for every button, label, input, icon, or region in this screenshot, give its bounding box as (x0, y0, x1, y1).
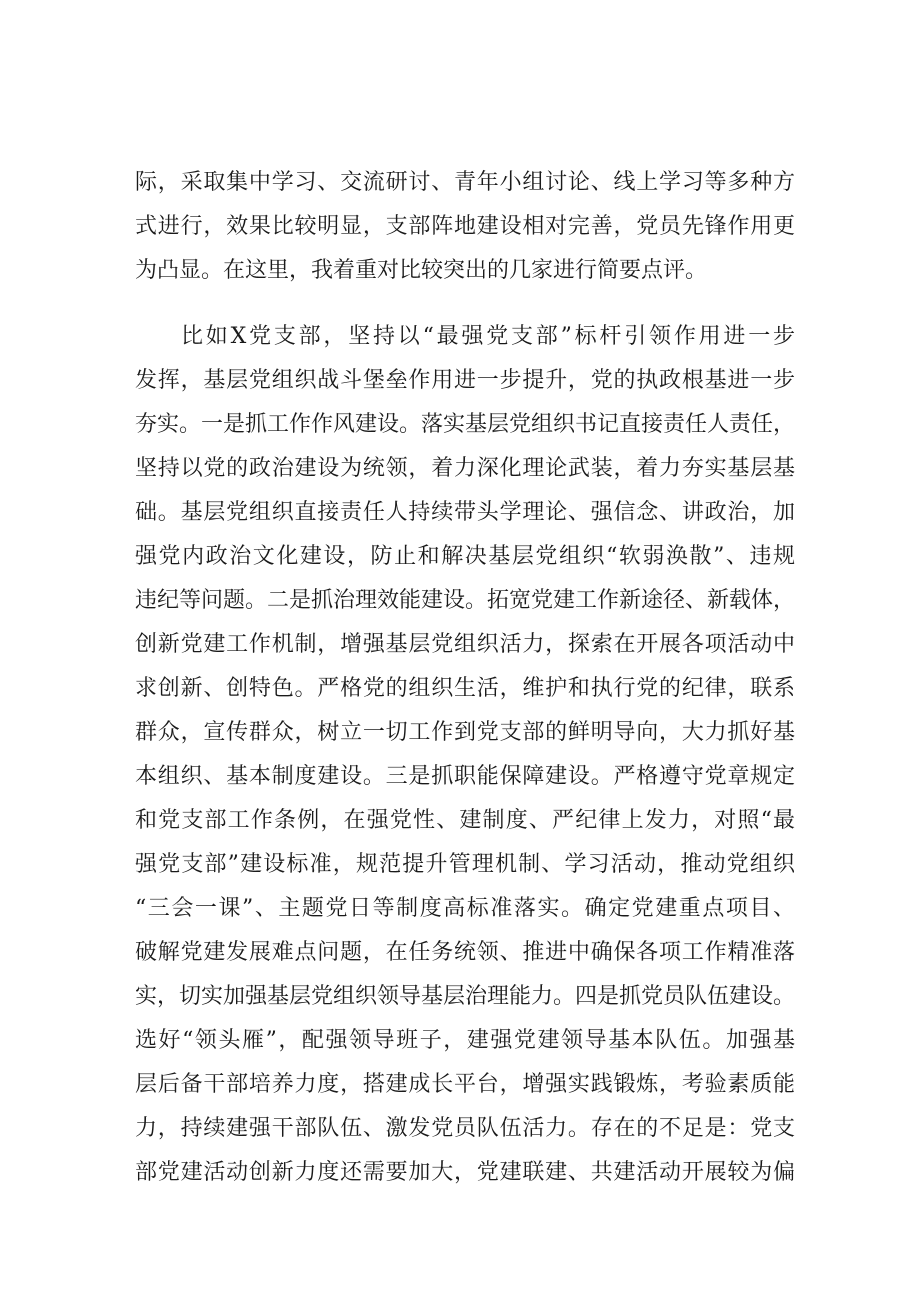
paragraph-2-line-1: 比如X党支部，坚持以“最强党支部”标杆引领作用进一步 (181, 324, 795, 349)
paragraph-2-line-11: 本组织、基本制度建设。三是抓职能保障建设。严格遵守党章规定 (135, 764, 795, 789)
paragraph-2-line-9: 求创新、创特色。严格党的组织生活，维护和执行党的纪律，联系 (135, 676, 795, 701)
paragraph-2-line-6: 强党内政治文化建设，防止和解决基层党组织“软弱涣散”、违规 (135, 544, 795, 569)
paragraph-2-line-4: 坚持以党的政治建设为统领，着力深化理论武装，着力夯实基层基 (135, 456, 795, 481)
paragraph-2-line-3: 夯实。一是抓工作作风建设。落实基层党组织书记直接责任人责任， (135, 412, 796, 437)
paragraph-1-line-1: 际，采取集中学习、交流研讨、青年小组讨论、线上学习等多种方 (135, 170, 795, 195)
paragraph-2-line-16: 实，切实加强基层党组织领导基层治理能力。四是抓党员队伍建设。 (135, 984, 796, 1009)
paragraph-1-line-3: 为凸显。在这里，我着重对比较突出的几家进行简要点评。 (135, 258, 708, 283)
paragraph-2-line-20: 部党建活动创新力度还需要加大，党建联建、共建活动开展较为偏 (135, 1160, 795, 1185)
paragraph-1-line-2: 式进行，效果比较明显，支部阵地建设相对完善，党员先锋作用更 (135, 214, 795, 239)
paragraph-2-line-18: 层后备干部培养力度，搭建成长平台，增强实践锻炼，考验素质能 (135, 1072, 795, 1097)
paragraph-2-line-2: 发挥，基层党组织战斗堡垒作用进一步提升，党的执政根基进一步 (135, 368, 795, 393)
paragraph-2-line-10: 群众，宣传群众，树立一切工作到党支部的鲜明导向，大力抓好基 (135, 720, 795, 745)
paragraph-2-line-7: 违纪等问题。二是抓治理效能建设。拓宽党建工作新途径、新载体， (135, 588, 796, 613)
paragraph-2-line-5: 础。基层党组织直接责任人持续带头学理论、强信念、讲政治，加 (135, 500, 795, 525)
paragraph-2-line-19: 力，持续建强干部队伍、激发党员队伍活力。存在的不足是：党支 (135, 1116, 795, 1141)
paragraph-2-line-12: 和党支部工作条例，在强党性、建制度、严纪律上发力，对照“最 (135, 808, 795, 833)
paragraph-2-line-15: 破解党建发展难点问题，在任务统领、推进中确保各项工作精准落 (135, 940, 795, 965)
paragraph-2-line-13: 强党支部”建设标准，规范提升管理机制、学习活动，推动党组织 (135, 852, 795, 877)
paragraph-2-line-14: “三会一课”、主题党日等制度高标准落实。确定党建重点项目、 (135, 896, 795, 921)
paragraph-2-line-8: 创新党建工作机制，增强基层党组织活力，探索在开展各项活动中 (135, 632, 795, 657)
paragraph-2-line-17: 选好“领头雁”，配强领导班子，建强党建领导基本队伍。加强基 (135, 1028, 795, 1053)
